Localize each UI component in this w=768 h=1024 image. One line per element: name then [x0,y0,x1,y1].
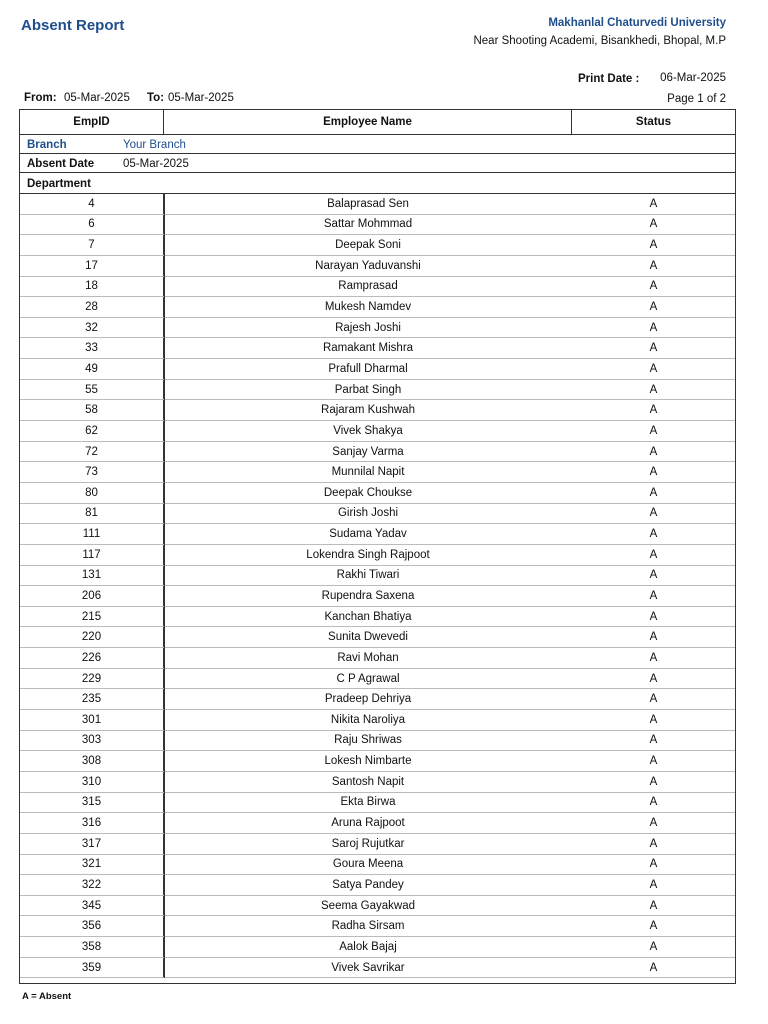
table-row [20,359,735,380]
employee-name-cell: C P Agrawal [336,672,400,685]
table-row [20,834,735,855]
status-cell: A [649,445,658,458]
employee-name-cell: Girish Joshi [337,507,399,520]
table-row [20,710,735,731]
status-cell: A [649,589,658,602]
table-row [20,215,735,236]
column-header-empid: EmpID [20,110,164,134]
employee-name-cell: Kanchan Bhatiya [324,610,412,623]
empid-cell: 229 [20,669,164,689]
table-row [20,504,735,525]
absent-date-row [20,154,735,173]
absent-date-value: 05-Mar-2025 [123,158,189,170]
table-row [20,607,735,628]
table-row [20,524,735,545]
status-cell: A [649,817,658,830]
status-cell: A [649,321,658,334]
status-cell: A [649,259,658,272]
status-cell: A [649,197,658,210]
empid-cell: 6 [20,215,164,235]
employee-name-cell: Seema Gayakwad [321,899,415,912]
employee-name-cell: Lokendra Singh Rajpoot [306,548,430,561]
employee-name-cell: Sudama Yadav [329,528,407,541]
empid-cell: 73 [20,462,164,482]
table-row [20,194,735,215]
print-date-value: 06-Mar-2025 [660,72,726,84]
empid-cell: 28 [20,297,164,317]
table-row [20,297,735,318]
employee-name-cell: Ravi Mohan [337,651,399,664]
status-cell: A [649,507,658,520]
employee-name-cell: Satya Pandey [332,878,404,891]
employee-name-cell: Parbat Singh [334,383,402,396]
employee-name-cell: Saroj Rujutkar [331,837,405,850]
empid-cell: 58 [20,400,164,420]
empid-cell: 131 [20,566,164,586]
employee-name-cell: Nikita Naroliya [330,713,406,726]
empid-cell: 356 [20,916,164,936]
empid-cell: 358 [20,937,164,957]
table-row [20,545,735,566]
empid-cell: 317 [20,834,164,854]
status-cell: A [649,548,658,561]
employee-name-cell: Deepak Choukse [323,486,413,499]
status-cell: A [649,466,658,479]
status-cell: A [649,837,658,850]
employee-name-cell: Balaprasad Sen [327,197,409,210]
status-cell: A [649,569,658,582]
table-row [20,731,735,752]
absent-date-label: Absent Date [27,158,95,170]
status-cell: A [649,280,658,293]
employee-name-cell: Sattar Mohmmad [323,218,413,231]
employee-name-cell: Santosh Napit [331,775,405,788]
page-indicator: Page 1 of 2 [667,93,726,105]
status-cell: A [649,796,658,809]
status-cell: A [649,693,658,706]
empid-cell: 17 [20,256,164,276]
empid-cell: 62 [20,421,164,441]
empid-cell: 226 [20,648,164,668]
status-cell: A [649,899,658,912]
to-label: To: [147,92,165,104]
employee-name-cell: Vivek Savrikar [331,961,405,974]
empid-cell: 81 [20,504,164,524]
table-row [20,916,735,937]
employee-name-cell: Rupendra Saxena [321,589,415,602]
table-row [20,277,735,298]
status-cell: A [649,775,658,788]
employee-name-cell: Narayan Yaduvanshi [315,259,421,272]
table-row [20,813,735,834]
empid-cell: 72 [20,442,164,462]
employee-name-cell: Sanjay Varma [332,445,404,458]
employee-name-cell: Ekta Birwa [340,796,396,809]
table-row [20,462,735,483]
status-cell: A [649,878,658,891]
report-title: Absent Report [21,17,125,34]
employee-name-cell: Aruna Rajpoot [331,817,405,830]
empid-cell: 301 [20,710,164,730]
status-cell: A [649,342,658,355]
table-row [20,442,735,463]
table-row [20,627,735,648]
empid-cell: 316 [20,813,164,833]
table-row [20,400,735,421]
table-row [20,669,735,690]
table-row [20,566,735,587]
employee-name-cell: Ramprasad [338,280,398,293]
status-cell: A [649,239,658,252]
status-cell: A [649,734,658,747]
table-row [20,772,735,793]
employee-name-cell: Prafull Dharmal [328,362,408,375]
status-cell: A [649,486,658,499]
empid-cell: 7 [20,235,164,255]
status-cell: A [649,651,658,664]
table-row [20,256,735,277]
status-cell: A [649,528,658,541]
status-cell: A [649,920,658,933]
empid-cell: 308 [20,751,164,771]
absent-table [19,109,736,984]
employee-name-cell: Mukesh Namdev [324,301,412,314]
department-row [20,173,735,194]
status-cell: A [649,940,658,953]
branch-value: Your Branch [123,139,186,151]
to-date: 05-Mar-2025 [168,92,234,104]
empid-cell: 303 [20,731,164,751]
empid-cell: 220 [20,627,164,647]
status-cell: A [649,672,658,685]
department-label: Department [27,178,91,190]
empid-cell: 310 [20,772,164,792]
empid-cell: 235 [20,689,164,709]
university-name: Makhanlal Chaturvedi University [548,17,726,29]
status-cell: A [649,713,658,726]
table-row [20,380,735,401]
employee-name-cell: Sunita Dwevedi [328,631,408,644]
empid-cell: 215 [20,607,164,627]
table-row [20,235,735,256]
employee-name-cell: Raju Shriwas [334,734,402,747]
empid-cell: 32 [20,318,164,338]
table-row [20,875,735,896]
empid-cell: 49 [20,359,164,379]
employee-name-cell: Pradeep Dehriya [324,693,412,706]
table-row [20,648,735,669]
status-cell: A [649,961,658,974]
table-row [20,338,735,359]
table-row [20,689,735,710]
from-date: 05-Mar-2025 [64,92,130,104]
employee-name-cell: Vivek Shakya [333,424,403,437]
branch-row [20,135,735,154]
status-cell: A [649,404,658,417]
column-header-employee-name: Employee Name [164,110,572,134]
table-row [20,855,735,876]
empid-cell: 359 [20,958,164,978]
table-row [20,318,735,339]
empid-cell: 345 [20,896,164,916]
from-label: From: [24,92,57,104]
column-header-status: Status [635,116,672,128]
status-cell: A [649,362,658,375]
employee-name-cell: Aalok Bajaj [339,940,397,953]
employee-name-cell: Munnilal Napit [331,466,405,479]
print-date-label: Print Date : [578,73,640,85]
empid-cell: 322 [20,875,164,895]
table-body [20,194,735,978]
university-address: Near Shooting Academi, Bisankhedi, Bhopal, M.P [473,35,726,47]
employee-name-cell: Goura Meena [332,858,404,871]
employee-name-cell: Deepak Soni [335,239,401,252]
table-row [20,958,735,979]
status-cell: A [649,383,658,396]
status-cell: A [649,610,658,623]
empid-cell: 111 [20,524,164,544]
empid-cell: 117 [20,545,164,565]
employee-name-cell: Rajesh Joshi [335,321,401,334]
status-cell: A [649,755,658,768]
empid-cell: 315 [20,793,164,813]
employee-name-cell: Ramakant Mishra [322,342,414,355]
status-legend: A = Absent [22,991,72,1002]
employee-name-cell: Radha Sirsam [331,920,405,933]
table-row [20,421,735,442]
table-row [20,586,735,607]
status-cell: A [649,218,658,231]
status-cell: A [649,424,658,437]
empid-cell: 4 [20,194,164,214]
status-cell: A [649,301,658,314]
status-cell: A [649,631,658,644]
table-row [20,896,735,917]
table-row [20,483,735,504]
branch-label: Branch [27,139,67,151]
column-divider [164,194,165,978]
table-row [20,793,735,814]
employee-name-cell: Rajaram Kushwah [321,404,415,417]
table-row [20,751,735,772]
empid-cell: 80 [20,483,164,503]
empid-cell: 55 [20,380,164,400]
employee-name-cell: Rakhi Tiwari [336,569,400,582]
empid-cell: 206 [20,586,164,606]
table-header [20,110,735,135]
employee-name-cell: Lokesh Nimbarte [324,755,412,768]
table-row [20,937,735,958]
empid-cell: 33 [20,338,164,358]
status-cell: A [649,858,658,871]
empid-cell: 321 [20,855,164,875]
empid-cell: 18 [20,277,164,297]
